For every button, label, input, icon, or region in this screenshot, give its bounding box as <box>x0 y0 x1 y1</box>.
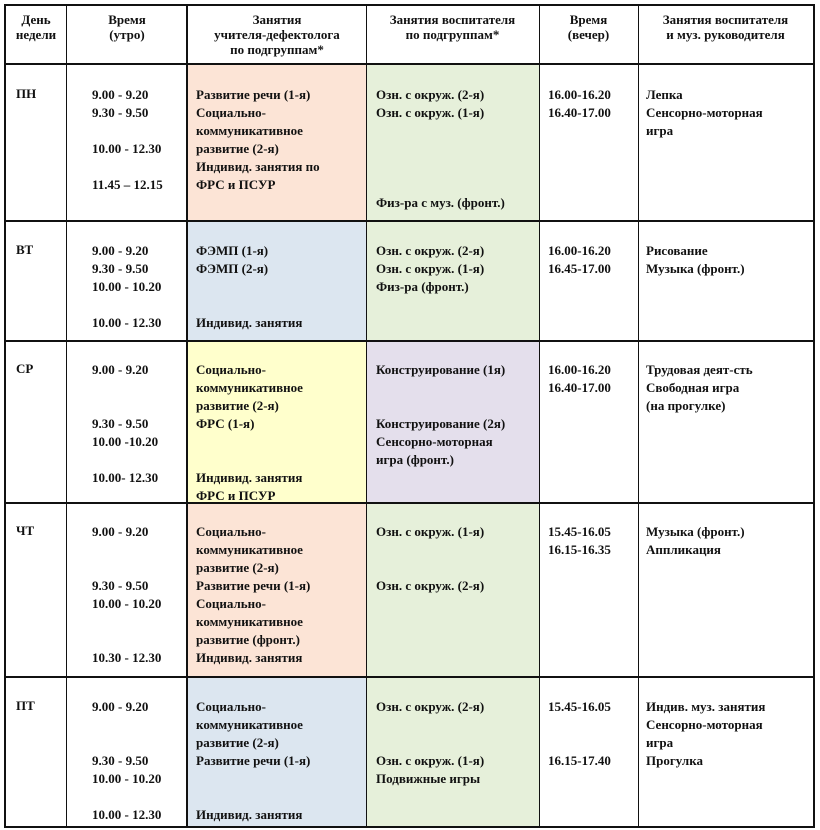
defectologist-lesson-line: Индивид. занятия <box>196 470 303 485</box>
defectologist-lesson-line: Развитие речи (1-я) <box>196 87 311 102</box>
col-divider <box>366 6 367 826</box>
defectologist-lesson-line: Социально- <box>196 699 266 714</box>
educator-lesson-line: Физ-ра (фронт.) <box>376 279 469 294</box>
time-evening-line: 16.40-17.00 <box>548 105 611 120</box>
time-evening-line: 15.45-16.05 <box>548 699 611 714</box>
time-morning-line: 9.30 - 9.50 <box>92 416 149 431</box>
defectologist-lesson-line: Социально- <box>196 524 266 539</box>
time-morning-line: 10.00 - 12.30 <box>92 141 162 156</box>
time-evening-line: 16.15-16.35 <box>548 542 611 557</box>
defectologist-lesson-line: развитие (2-я) <box>196 735 279 750</box>
defectologist-lesson-line: развитие (2-я) <box>196 560 279 575</box>
defectologist-lesson-line: коммуникативное <box>196 614 303 629</box>
educator-lesson-line: Сенсорно-моторная <box>376 434 493 449</box>
defectologist-lesson-line: Социально- <box>196 596 266 611</box>
defectologist-lesson-line: ФЭМП (2-я) <box>196 261 269 276</box>
defectologist-lesson-line: Развитие речи (1-я) <box>196 578 311 593</box>
educator-music-lesson-line: Музыка (фронт.) <box>646 524 745 539</box>
time-morning-line: 10.00 - 10.20 <box>92 596 162 611</box>
defectologist-lesson-line: ФРС (1-я) <box>196 416 255 431</box>
header-day <box>6 12 66 42</box>
header-time-morning-text: Время (утро) <box>108 12 146 42</box>
educator-lesson-line: Озн. с окруж. (1-я) <box>376 524 485 539</box>
educator-lesson-line: Озн. с окруж. (2-я) <box>376 243 485 258</box>
educator-music-lesson-line: игра <box>646 123 674 138</box>
educator-music-lesson-line: Свободная игра <box>646 380 740 395</box>
time-evening-line: 16.40-17.00 <box>548 380 611 395</box>
time-morning-line: 10.00 - 12.30 <box>92 315 162 330</box>
educator-lesson-line: Конструирование (2я) <box>376 416 506 431</box>
defectologist-lesson-line: Развитие речи (1-я) <box>196 753 311 768</box>
schedule-table <box>4 4 815 828</box>
educator-lesson-line: Озн. с окруж. (2-я) <box>376 699 485 714</box>
defectologist-lesson-line: Индивид. занятия <box>196 807 303 822</box>
col-divider <box>186 6 188 826</box>
col-divider <box>539 6 540 826</box>
header-defectologist <box>188 12 366 57</box>
col-divider <box>66 6 67 826</box>
defectologist-lesson-line: ФЭМП (1-я) <box>196 243 269 258</box>
time-morning-line: 10.00 - 10.20 <box>92 279 162 294</box>
header-time-evening <box>539 12 638 42</box>
educator-lesson-line: Озн. с окруж. (2-я) <box>376 578 485 593</box>
header-educator-text: Занятия воспитателя по подгруппам* <box>389 12 516 42</box>
time-evening-line: 16.00-16.20 <box>548 243 611 258</box>
educator-music-lesson-line: Индив. муз. занятия <box>646 699 766 714</box>
educator-music-lesson-line: Трудовая деят-сть <box>646 362 753 377</box>
educator-lesson-line: Озн. с окруж. (1-я) <box>376 105 485 120</box>
row-divider <box>6 676 813 678</box>
col-divider <box>638 6 639 826</box>
defectologist-lesson-line: Социально- <box>196 362 266 377</box>
row-divider <box>6 220 813 222</box>
time-evening-line: 16.00-16.20 <box>548 87 611 102</box>
time-morning-line: 9.30 - 9.50 <box>92 578 149 593</box>
educator-lesson-line: Подвижные игры <box>376 771 481 786</box>
educator-lesson-line: игра (фронт.) <box>376 452 454 467</box>
time-morning-line: 10.30 - 12.30 <box>92 650 162 665</box>
time-morning-line: 9.30 - 9.50 <box>92 753 149 768</box>
time-morning-line: 10.00 - 10.20 <box>92 771 162 786</box>
educator-music-lesson-line: игра <box>646 735 674 750</box>
defectologist-lesson-line: коммуникативное <box>196 380 303 395</box>
header-day-text: День недели <box>15 12 57 42</box>
defectologist-lesson-line: ФРС и ПСУР <box>196 177 276 192</box>
educator-music-lesson-line: Рисование <box>646 243 708 258</box>
time-evening-line: 16.45-17.00 <box>548 261 611 276</box>
educator-music-lesson-line: Лепка <box>646 87 683 102</box>
educator-lesson-line: Конструирование (1я) <box>376 362 506 377</box>
defectologist-lesson-line: развитие (фронт.) <box>196 632 300 647</box>
defectologist-lesson-line: Индивид. занятия <box>196 315 303 330</box>
header-time-evening-text: Время (вечер) <box>567 12 610 42</box>
time-morning-line: 10.00- 12.30 <box>92 470 159 485</box>
time-morning-line: 10.00 - 12.30 <box>92 807 162 822</box>
defectologist-lesson-line: развитие (2-я) <box>196 398 279 413</box>
time-evening-line: 15.45-16.05 <box>548 524 611 539</box>
time-morning-line: 9.00 - 9.20 <box>92 699 149 714</box>
time-evening-line: 16.00-16.20 <box>548 362 611 377</box>
header-time-morning <box>66 12 188 42</box>
day-label-fri: ПТ <box>16 698 35 713</box>
day-label-tue: ВТ <box>16 242 34 257</box>
educator-music-lesson-line: Сенсорно-моторная <box>646 717 763 732</box>
defectologist-lesson-line: коммуникативное <box>196 717 303 732</box>
time-morning-line: 9.00 - 9.20 <box>92 524 149 539</box>
defectologist-lesson-line: Индивид. занятия по <box>196 159 320 174</box>
defectologist-lesson-line: ФРС и ПСУР <box>196 488 276 503</box>
educator-music-lesson-line: Аппликация <box>646 542 721 557</box>
time-morning-line: 9.00 - 9.20 <box>92 87 149 102</box>
header-defectologist-text: Занятия учителя-дефектолога по подгруппам* <box>214 12 340 57</box>
defectologist-lesson-line: Социально- <box>196 105 266 120</box>
row-divider <box>6 340 813 342</box>
time-morning-line: 9.00 - 9.20 <box>92 243 149 258</box>
defectologist-lesson-line: коммуникативное <box>196 542 303 557</box>
educator-music-lesson-line: (на прогулке) <box>646 398 726 413</box>
educator-lesson-line: Озн. с окруж. (1-я) <box>376 753 485 768</box>
defectologist-lesson-line: коммуникативное <box>196 123 303 138</box>
time-evening-line: 16.15-17.40 <box>548 753 611 768</box>
row-divider <box>6 502 813 504</box>
time-morning-line: 9.30 - 9.50 <box>92 105 149 120</box>
educator-music-lesson-line: Прогулка <box>646 753 704 768</box>
day-label-thu: ЧТ <box>16 523 35 538</box>
educator-lesson-line: Физ-ра с муз. (фронт.) <box>376 195 505 210</box>
defectologist-lesson-line: развитие (2-я) <box>196 141 279 156</box>
day-label-mon: ПН <box>16 86 37 101</box>
header-educator-music <box>638 12 813 42</box>
educator-music-lesson-line: Сенсорно-моторная <box>646 105 763 120</box>
educator-lesson-line: Озн. с окруж. (1-я) <box>376 261 485 276</box>
header-educator-music-text: Занятия воспитателя и муз. руководителя <box>662 12 789 42</box>
row-divider <box>6 63 813 65</box>
header-educator <box>366 12 539 42</box>
time-morning-line: 11.45 – 12.15 <box>92 177 163 192</box>
educator-lesson-line: Озн. с окруж. (2-я) <box>376 87 485 102</box>
time-morning-line: 9.30 - 9.50 <box>92 261 149 276</box>
defectologist-lesson-line: Индивид. занятия <box>196 650 303 665</box>
time-morning-line: 10.00 -10.20 <box>92 434 159 449</box>
educator-music-lesson-line: Музыка (фронт.) <box>646 261 745 276</box>
day-label-wed: СР <box>16 361 34 376</box>
time-morning-line: 9.00 - 9.20 <box>92 362 149 377</box>
